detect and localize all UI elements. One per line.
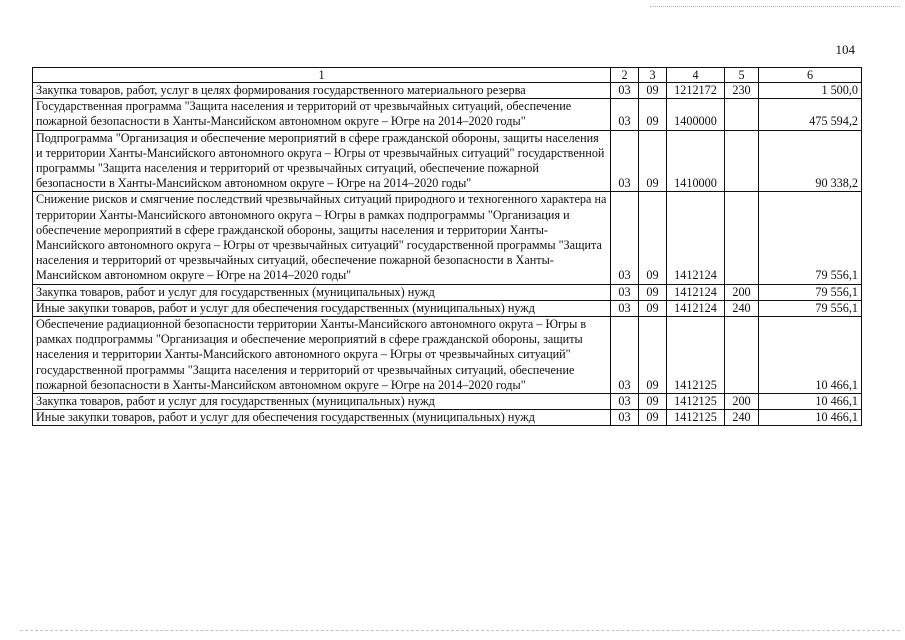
row-expense-type xyxy=(725,130,759,192)
row-amount: 1 500,0 xyxy=(759,83,862,99)
header-col-3: 3 xyxy=(639,68,667,83)
table-row xyxy=(33,83,862,99)
row-target-code: 1412124 xyxy=(667,300,725,316)
row-section-code: 03 xyxy=(611,130,639,192)
row-amount: 10 466,1 xyxy=(759,394,862,410)
row-amount: 90 338,2 xyxy=(759,130,862,192)
row-subsection-code: 09 xyxy=(639,130,667,192)
row-expense-type: 200 xyxy=(725,394,759,410)
row-amount: 10 466,1 xyxy=(759,410,862,426)
row-subsection-code: 09 xyxy=(639,99,667,130)
header-col-1: 1 xyxy=(33,68,611,83)
page-number: 104 xyxy=(835,42,855,57)
row-expense-type: 230 xyxy=(725,83,759,99)
table-row xyxy=(33,192,862,284)
row-section-code: 03 xyxy=(611,317,639,394)
header-col-6: 6 xyxy=(759,68,862,83)
row-subsection-code: 09 xyxy=(639,192,667,284)
row-subsection-code: 09 xyxy=(639,394,667,410)
row-section-code: 03 xyxy=(611,192,639,284)
scan-edge-bottom xyxy=(20,630,900,631)
row-target-code: 1412125 xyxy=(667,317,725,394)
table-row xyxy=(33,410,862,426)
row-subsection-code: 09 xyxy=(639,284,667,300)
table-row xyxy=(33,284,862,300)
row-section-code: 03 xyxy=(611,83,639,99)
row-description: Закупка товаров, работ и услуг для государственных (муниципальных) нужд xyxy=(33,394,611,410)
table-row xyxy=(33,317,862,394)
row-target-code: 1410000 xyxy=(667,130,725,192)
row-subsection-code: 09 xyxy=(639,410,667,426)
row-amount: 475 594,2 xyxy=(759,99,862,130)
row-expense-type xyxy=(725,192,759,284)
table-header-row xyxy=(33,68,862,83)
row-target-code: 1412124 xyxy=(667,284,725,300)
row-section-code: 03 xyxy=(611,394,639,410)
row-section-code: 03 xyxy=(611,284,639,300)
row-description: Подпрограмма "Организация и обеспечение мероприятий в сфере гражданской обороны, защиты населения и территории Ханты-Мансийского автономного округа – Югры от чрезвычайных ситуаций" государственной программы "Защита населения и территорий от чрезвычайных ситуаций, обеспечение пожарной безопасности в Ханты-Мансийском автономном округе – Югре на 2014–2020 годы" xyxy=(33,130,611,192)
row-target-code: 1412124 xyxy=(667,192,725,284)
row-target-code: 1412125 xyxy=(667,410,725,426)
row-target-code: 1400000 xyxy=(667,99,725,130)
row-description: Государственная программа "Защита населения и территорий от чрезвычайных ситуаций, обеспечение пожарной безопасности в Ханты-Мансийском автономном округе – Югре на 2014–2020 годы" xyxy=(33,99,611,130)
row-expense-type: 240 xyxy=(725,300,759,316)
row-expense-type: 200 xyxy=(725,284,759,300)
row-description: Иные закупки товаров, работ и услуг для обеспечения государственных (муниципальных) нужд xyxy=(33,410,611,426)
table-row xyxy=(33,130,862,192)
table-row xyxy=(33,99,862,130)
row-amount: 10 466,1 xyxy=(759,317,862,394)
row-amount: 79 556,1 xyxy=(759,192,862,284)
row-section-code: 03 xyxy=(611,300,639,316)
row-expense-type xyxy=(725,99,759,130)
row-amount: 79 556,1 xyxy=(759,300,862,316)
row-amount: 79 556,1 xyxy=(759,284,862,300)
table-row xyxy=(33,394,862,410)
row-description: Обеспечение радиационной безопасности территории Ханты-Мансийского автономного округа – Югры в рамках подпрограммы "Организация и обеспечение мероприятий в сфере гражданской обороны, защиты населения и территории Ханты-Мансийского автономного округа – Югры от чрезвычайных ситуаций" государственной программы "Защита населения и территорий от чрезвычайных ситуаций, обеспечение пожарной безопасности в Ханты-Мансийском автономном округе – Югре на 2014–2020 годы" xyxy=(33,317,611,394)
row-description: Закупка товаров, работ и услуг для государственных (муниципальных) нужд xyxy=(33,284,611,300)
row-section-code: 03 xyxy=(611,410,639,426)
row-expense-type xyxy=(725,317,759,394)
budget-table xyxy=(32,67,862,426)
header-col-4: 4 xyxy=(667,68,725,83)
row-subsection-code: 09 xyxy=(639,300,667,316)
row-description: Снижение рисков и смягчение последствий чрезвычайных ситуаций природного и техногенного характера на территории Ханты-Мансийского автономного округа – Югры в рамках подпрограммы "Организация и обеспечение мероприятий в сфере гражданской обороны, защиты населения и территории Ханты-Мансийского автономного округа – Югры от чрезвычайных ситуаций" государственной программы "Защита населения и территорий от чрезвычайных ситуаций, обеспечение пожарной безопасности в Ханты-Мансийском автономном округе – Югре на 2014–2020 годы" xyxy=(33,192,611,284)
row-description: Закупка товаров, работ, услуг в целях формирования государственного материального резерва xyxy=(33,83,611,99)
header-col-5: 5 xyxy=(725,68,759,83)
table-row xyxy=(33,300,862,316)
row-target-code: 1412125 xyxy=(667,394,725,410)
header-col-2: 2 xyxy=(611,68,639,83)
row-expense-type: 240 xyxy=(725,410,759,426)
row-target-code: 1212172 xyxy=(667,83,725,99)
scan-edge-top xyxy=(650,6,900,7)
row-description: Иные закупки товаров, работ и услуг для обеспечения государственных (муниципальных) нужд xyxy=(33,300,611,316)
row-section-code: 03 xyxy=(611,99,639,130)
row-subsection-code: 09 xyxy=(639,317,667,394)
row-subsection-code: 09 xyxy=(639,83,667,99)
